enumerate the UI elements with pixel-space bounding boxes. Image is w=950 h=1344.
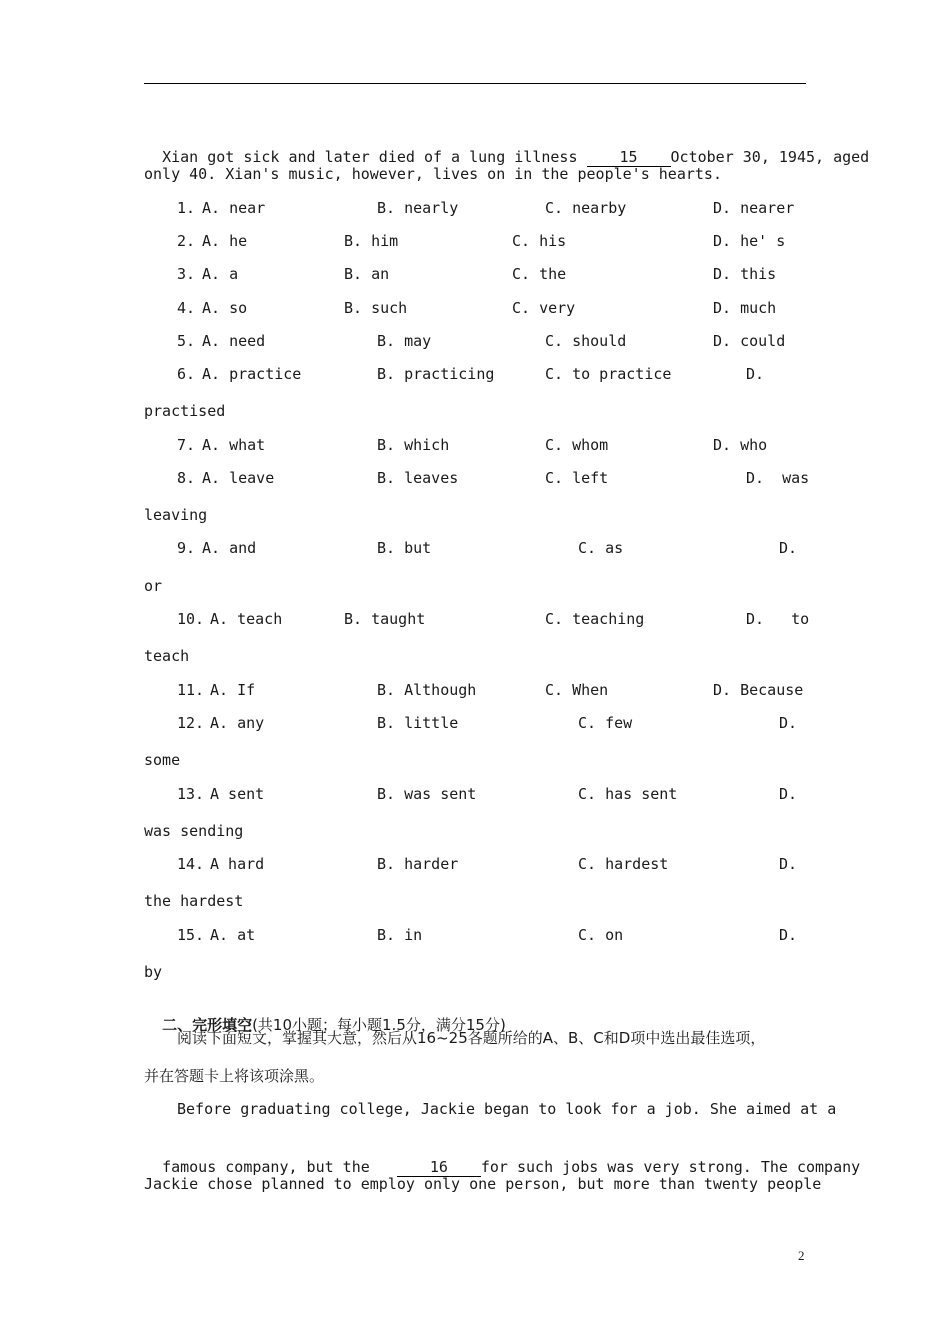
header-rule bbox=[144, 83, 806, 84]
passage-text: Xian got sick and later died of a lung illness bbox=[162, 148, 578, 166]
option-a: A hard bbox=[210, 855, 265, 873]
option-d-continuation: was sending bbox=[144, 822, 244, 840]
option-a: A. leave bbox=[202, 469, 275, 487]
option-b: B. nearly bbox=[377, 199, 459, 217]
option-c: C. left bbox=[545, 469, 609, 487]
question-number: 15. bbox=[177, 926, 205, 944]
option-b: B. Although bbox=[377, 681, 477, 699]
passage-text: October 30, 1945, aged bbox=[670, 148, 870, 166]
option-a: A. he bbox=[202, 232, 248, 250]
option-d: D. Because bbox=[713, 681, 804, 699]
question-number: 14. bbox=[177, 855, 205, 873]
option-c: C. nearby bbox=[545, 199, 627, 217]
option-d: D. bbox=[779, 785, 798, 803]
option-d: D. he' s bbox=[713, 232, 786, 250]
option-c: C. hardest bbox=[578, 855, 669, 873]
question-number: 5. bbox=[177, 332, 196, 350]
option-c: C. should bbox=[545, 332, 627, 350]
option-c: C. whom bbox=[545, 436, 609, 454]
question-number: 11. bbox=[177, 681, 205, 699]
option-b: B. may bbox=[377, 332, 432, 350]
passage-text: for such jobs was very strong. The company bbox=[480, 1158, 861, 1176]
option-c: C. on bbox=[578, 926, 624, 944]
option-a: A. need bbox=[202, 332, 266, 350]
option-c: C. the bbox=[512, 265, 567, 283]
option-c: C. few bbox=[578, 714, 633, 732]
question-number: 10. bbox=[177, 610, 205, 628]
passage-line-1 bbox=[144, 127, 870, 167]
option-b: B. little bbox=[377, 714, 459, 732]
option-a: A. so bbox=[202, 299, 248, 317]
question-number: 6. bbox=[177, 365, 196, 383]
question-number: 13. bbox=[177, 785, 205, 803]
option-b: B. such bbox=[344, 299, 408, 317]
option-a: A. at bbox=[210, 926, 256, 944]
option-d: D. much bbox=[713, 299, 777, 317]
option-c: C. When bbox=[545, 681, 609, 699]
option-d-continuation: teach bbox=[144, 647, 190, 665]
answer-blank-15: 15 bbox=[587, 148, 671, 167]
question-number: 12. bbox=[177, 714, 205, 732]
option-a: A. what bbox=[202, 436, 266, 454]
option-a: A. practice bbox=[202, 365, 302, 383]
option-c: C. teaching bbox=[545, 610, 645, 628]
option-c: C. has sent bbox=[578, 785, 678, 803]
section-title: 二、完形填空 bbox=[162, 1016, 253, 1034]
option-b: B. an bbox=[344, 265, 390, 283]
option-d-continuation: or bbox=[144, 577, 163, 595]
option-a: A. near bbox=[202, 199, 266, 217]
option-b: B. but bbox=[377, 539, 432, 557]
option-a: A. a bbox=[202, 265, 239, 283]
question-number: 9. bbox=[177, 539, 196, 557]
option-d-continuation: some bbox=[144, 751, 181, 769]
option-b: B. which bbox=[377, 436, 450, 454]
option-d: D. nearer bbox=[713, 199, 795, 217]
question-number: 8. bbox=[177, 469, 196, 487]
option-b: B. practicing bbox=[377, 365, 495, 383]
option-d: D. this bbox=[713, 265, 777, 283]
option-d: D. bbox=[746, 365, 765, 383]
instruction-line-2: 并在答题卡上将该项涂黑。 bbox=[144, 1067, 325, 1085]
option-c: C. to practice bbox=[545, 365, 672, 383]
question-number: 2. bbox=[177, 232, 196, 250]
option-a: A. teach bbox=[210, 610, 283, 628]
option-c: C. as bbox=[578, 539, 624, 557]
option-d: D. who bbox=[713, 436, 768, 454]
option-b: B. him bbox=[344, 232, 399, 250]
option-b: B. harder bbox=[377, 855, 459, 873]
option-d: D. bbox=[779, 926, 798, 944]
option-d: D. was bbox=[746, 469, 810, 487]
passage2-line-1: Before graduating college, Jackie began to look for a job. She aimed at a bbox=[177, 1100, 837, 1118]
option-d: D. to bbox=[746, 610, 810, 628]
option-a: A. and bbox=[202, 539, 257, 557]
answer-blank-16: 16 bbox=[397, 1158, 481, 1177]
option-a: A. If bbox=[210, 681, 256, 699]
question-number: 7. bbox=[177, 436, 196, 454]
option-d: D. bbox=[779, 714, 798, 732]
page-number: 2 bbox=[798, 1248, 805, 1263]
option-d: D. bbox=[779, 855, 798, 873]
option-b: B. was sent bbox=[377, 785, 477, 803]
option-c: C. his bbox=[512, 232, 567, 250]
section-note: (共10小题；每小题1.5分，满分15分) bbox=[252, 1016, 506, 1034]
option-d-continuation: by bbox=[144, 963, 163, 981]
option-b: B. leaves bbox=[377, 469, 459, 487]
option-c: C. very bbox=[512, 299, 576, 317]
question-number: 1. bbox=[177, 199, 196, 217]
question-number: 4. bbox=[177, 299, 196, 317]
option-b: B. in bbox=[377, 926, 423, 944]
option-d: D. could bbox=[713, 332, 786, 350]
question-number: 3. bbox=[177, 265, 196, 283]
option-d-continuation: leaving bbox=[144, 506, 208, 524]
instruction-line-1: 阅读下面短文，掌握其大意，然后从16~25各题所给的A、B、C和D项中选出最佳选项， bbox=[177, 1029, 766, 1047]
option-d-continuation: practised bbox=[144, 402, 226, 420]
option-b: B. taught bbox=[344, 610, 426, 628]
option-d-continuation: the hardest bbox=[144, 892, 244, 910]
option-a: A sent bbox=[210, 785, 265, 803]
passage2-line-3: Jackie chose planned to employ only one person, but more than twenty people bbox=[144, 1175, 822, 1193]
passage2-line-2 bbox=[144, 1137, 861, 1177]
option-d: D. bbox=[779, 539, 798, 557]
option-a: A. any bbox=[210, 714, 265, 732]
passage-line-2: only 40. Xian's music, however, lives on in the people's hearts. bbox=[144, 165, 722, 183]
passage-text: famous company, but the bbox=[162, 1158, 370, 1176]
